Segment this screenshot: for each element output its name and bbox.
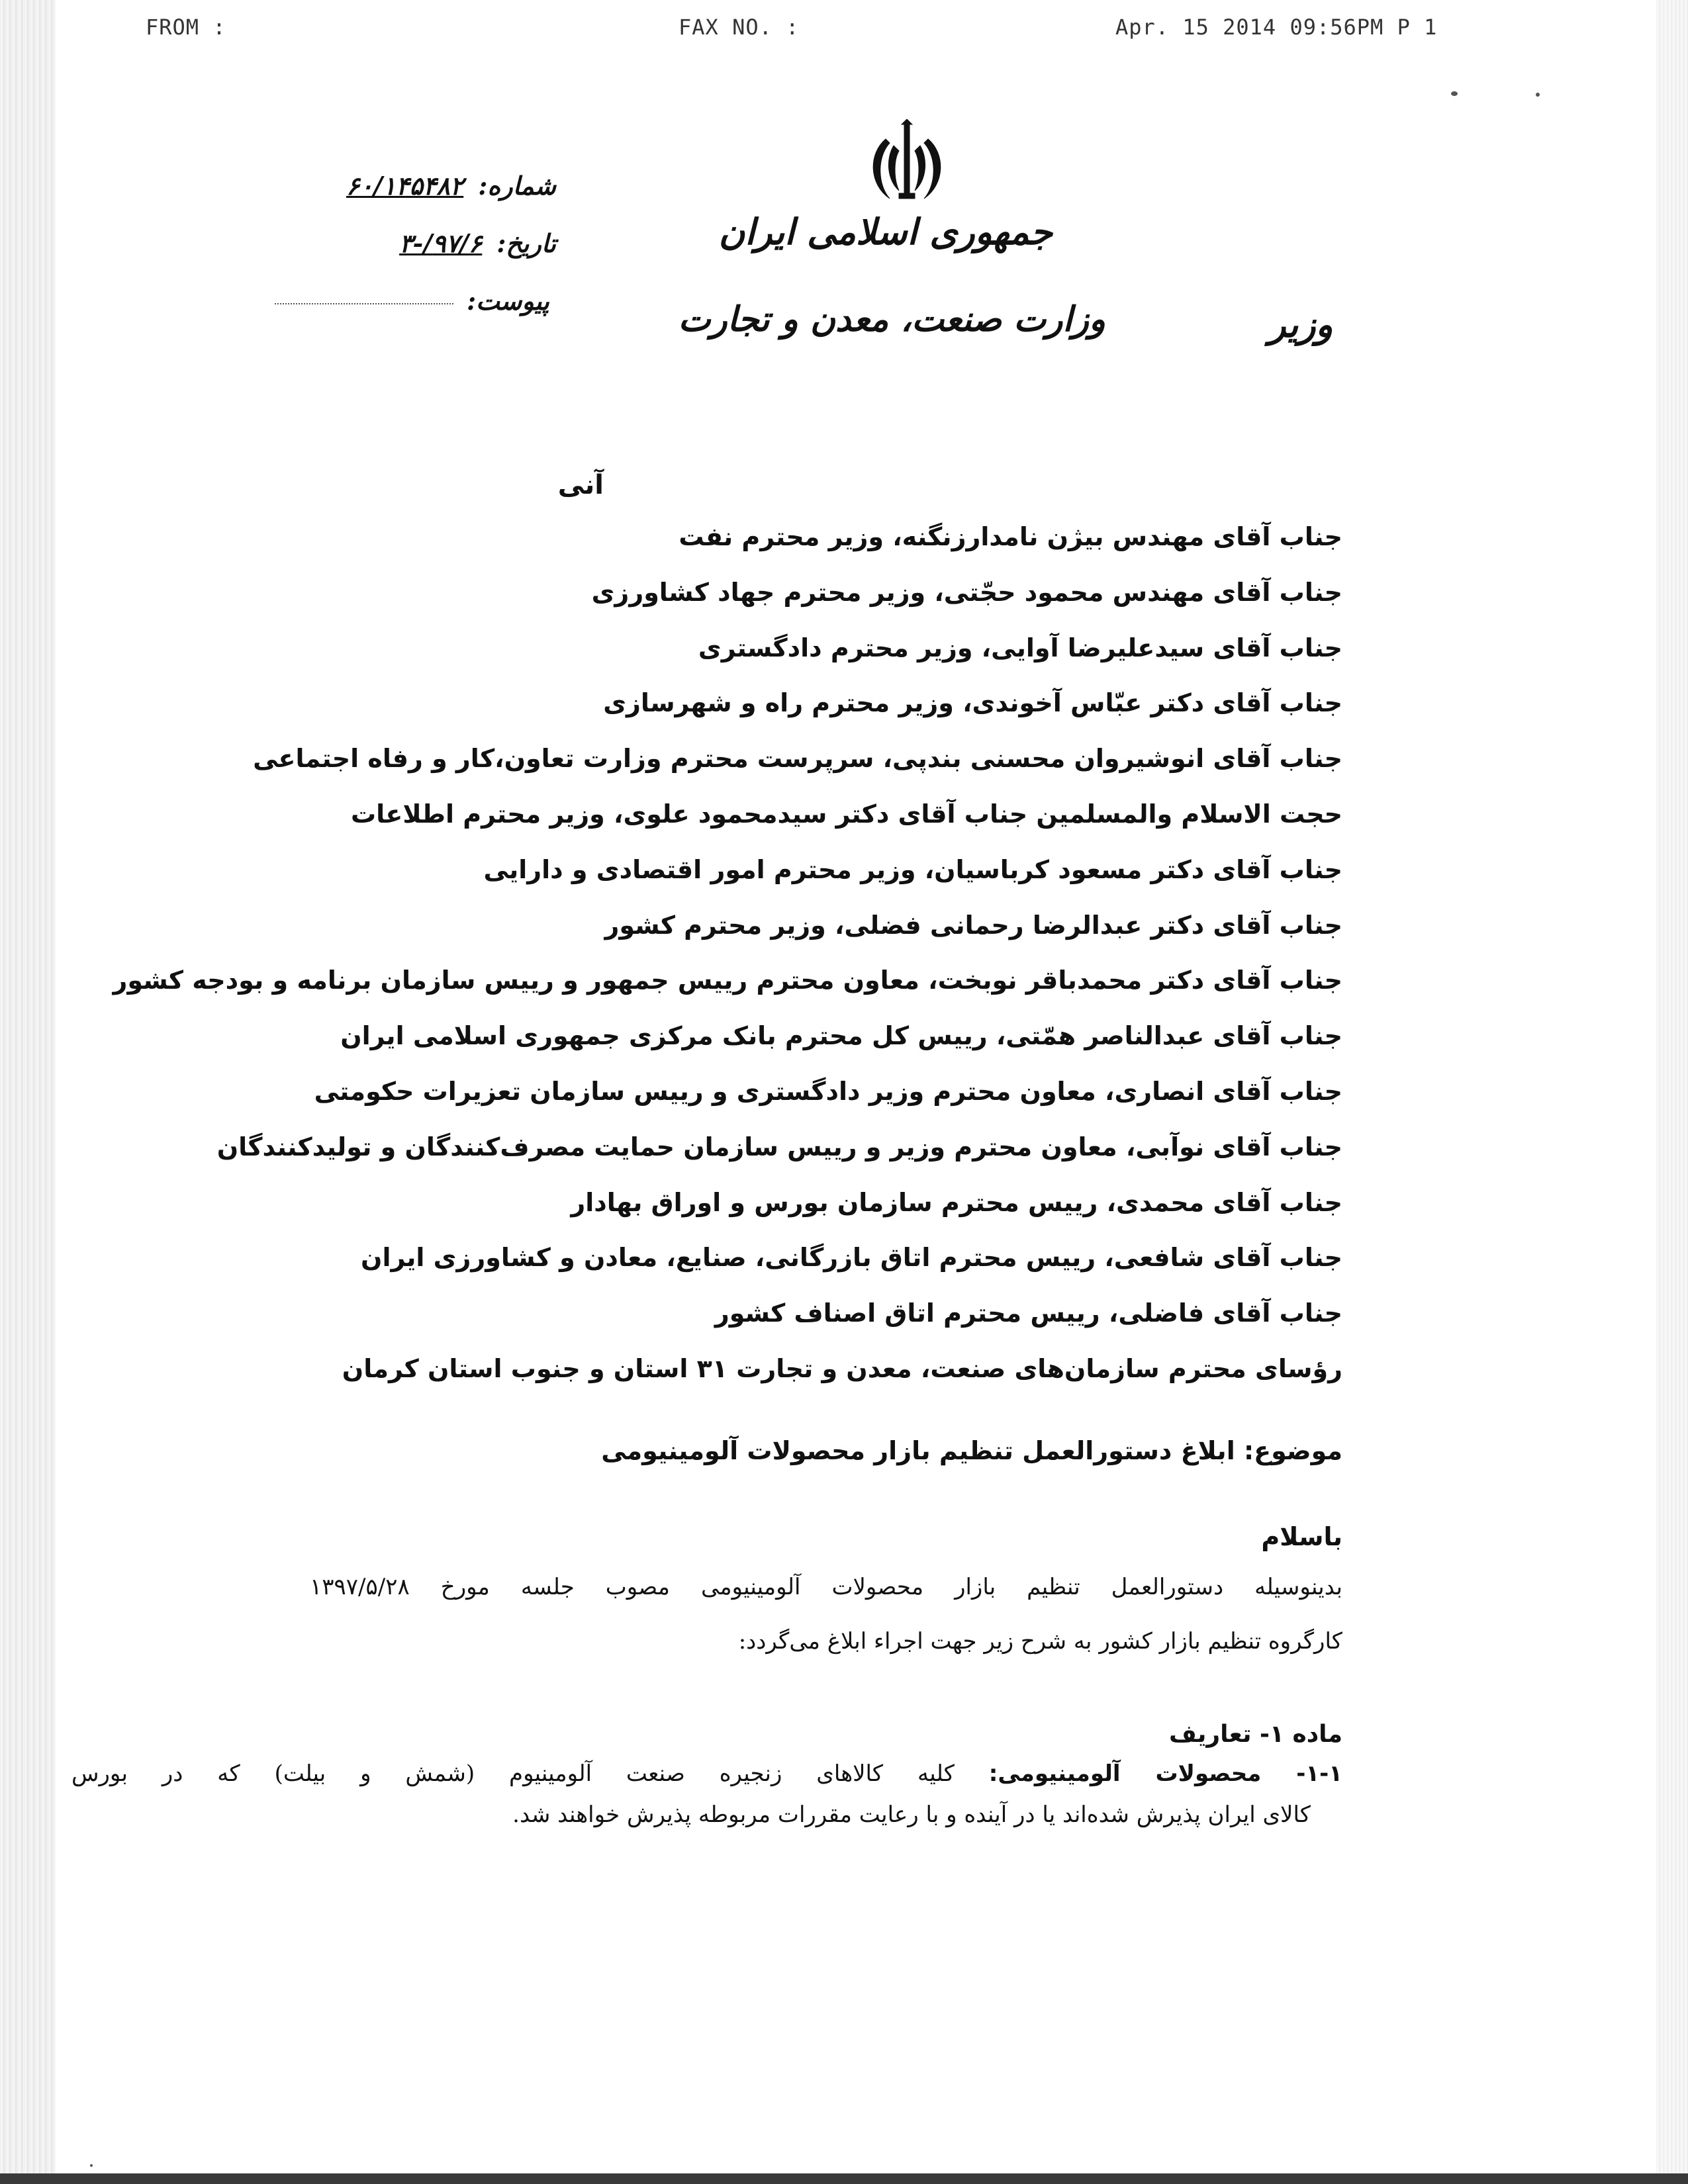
recipient-line: جناب آقای فاضلی، رییس محترم اتاق اصناف کشور — [714, 1298, 1342, 1328]
article-title: ماده ۱- تعاریف — [1168, 1721, 1342, 1748]
recipient-list — [113, 518, 1342, 1405]
recipient-line: جناب آقای عبدالناصر همّتی، رییس کل محترم بانک مرکزی جمهوری اسلامی ایران — [340, 1021, 1342, 1051]
fax-number: FAX NO. : — [679, 15, 800, 40]
recipient-line: جناب آقای دکتر عبّاس آخوندی، وزیر محترم راه و شهرسازی — [603, 688, 1342, 718]
recipient-line: جناب آقای نوآبی، معاون محترم وزیر و رییس سازمان حمایت مصرف‌کنندگان و تولیدکنندگان — [216, 1132, 1342, 1161]
recipient-line: جناب آقای دکتر عبدالرضا رحمانی فضلی، وزیر محترم کشور — [604, 910, 1342, 940]
scan-speck — [1451, 91, 1458, 96]
urgency-label: آنی — [557, 470, 604, 500]
definition-line-2: کالای ایران پذیرش شده‌اند یا در آینده و با رعایت مقررات مربوطه پذیرش خواهند شد. — [512, 1801, 1311, 1828]
recipient-line: جناب آقای شافعی، رییس محترم اتاق بازرگانی، صنایع، معادن و کشاورزی ایران — [361, 1243, 1342, 1273]
iran-emblem-icon — [861, 119, 953, 212]
letter-number-label: شماره: — [478, 171, 556, 201]
scan-speck — [1536, 93, 1540, 97]
letter-attachment — [311, 286, 549, 316]
recipient-line: جناب آقای انصاری، معاون محترم وزیر دادگستری و رییس سازمان تعزیرات حکومتی — [314, 1076, 1342, 1106]
recipient-line: جناب آقای محمدی، رییس محترم سازمان بورس و اوراق بهادار — [571, 1187, 1342, 1217]
recipient-line: جناب آقای دکتر محمدباقر نوبخت، معاون محترم رییس جمهور و رییس سازمان برنامه و بودجه کشور — [113, 966, 1342, 995]
recipient-line: جناب آقای مهندس محمود حجّتی، وزیر محترم جهاد کشاورزی — [591, 577, 1342, 607]
definition-text: کلیه کالاهای زنجیره صنعت آلومینیوم (شمش و بیلت) که در بورس — [71, 1760, 989, 1787]
letterhead-minister: وزیر — [1268, 303, 1333, 345]
letter-number-value: ۶۰/۱۴۵۴۸۲ — [346, 171, 464, 201]
scan-speck — [90, 2164, 93, 2167]
letter-number — [305, 171, 556, 201]
recipient-line: حجت الاسلام والمسلمین جناب آقای دکتر سیدمحمود علوی، وزیر محترم اطلاعات — [350, 799, 1342, 829]
recipient-line: جناب آقای انوشیروان محسنی بندپی، سرپرست محترم وزارت تعاون،کار و رفاه اجتماعی — [253, 744, 1342, 774]
fax-from: FROM : — [146, 15, 226, 40]
recipient-line: رؤسای محترم سازمان‌های صنعت، معدن و تجارت ۳۱ استان و جنوب استان کرمان — [342, 1353, 1342, 1383]
letterhead-ministry: وزارت صنعت، معدن و تجارت — [678, 299, 1105, 340]
definition-line-1 — [71, 1760, 1342, 1787]
letter-date-label: تاریخ: — [496, 228, 556, 258]
attachment-dotted-line — [275, 303, 453, 304]
scan-edge-right — [1656, 0, 1688, 2184]
letter-attachment-label: پیوست: — [467, 286, 549, 316]
greeting: باسلام — [1261, 1522, 1342, 1551]
letter-date — [305, 228, 556, 258]
recipient-line: جناب آقای مهندس بیژن نامدارزنگنه، وزیر محترم نفت — [679, 522, 1342, 551]
recipient-line: جناب آقای دکتر مسعود کرباسیان، وزیر محترم امور اقتصادی و دارایی — [483, 854, 1342, 884]
fax-header — [0, 15, 1688, 48]
fax-timestamp: Apr. 15 2014 09:56PM P 1 — [1115, 15, 1438, 40]
letter-subject: موضوع: ابلاغ دستورالعمل تنظیم بازار محصولات آلومینیومی — [601, 1436, 1342, 1465]
scan-edge-left — [0, 0, 56, 2184]
letter-date-value: ۹۷/۶/-۳ — [399, 228, 483, 258]
body-paragraph-line-2: کارگروه تنظیم بازار کشور به شرح زیر جهت اجراء ابلاغ می‌گردد: — [738, 1628, 1342, 1655]
letterhead-republic: جمهوری اسلامی ایران — [718, 210, 1053, 253]
definition-term: ۱-۱- محصولات آلومینیومی: — [988, 1760, 1343, 1787]
body-paragraph-line-1: بدینوسیله دستورالعمل تنظیم بازار محصولات آلومینیومی مصوب جلسه مورخ ۱۳۹۷/۵/۲۸ — [310, 1574, 1342, 1600]
scan-edge-bottom — [0, 2173, 1688, 2184]
recipient-line: جناب آقای سیدعلیرضا آوایی، وزیر محترم دادگستری — [698, 633, 1342, 662]
